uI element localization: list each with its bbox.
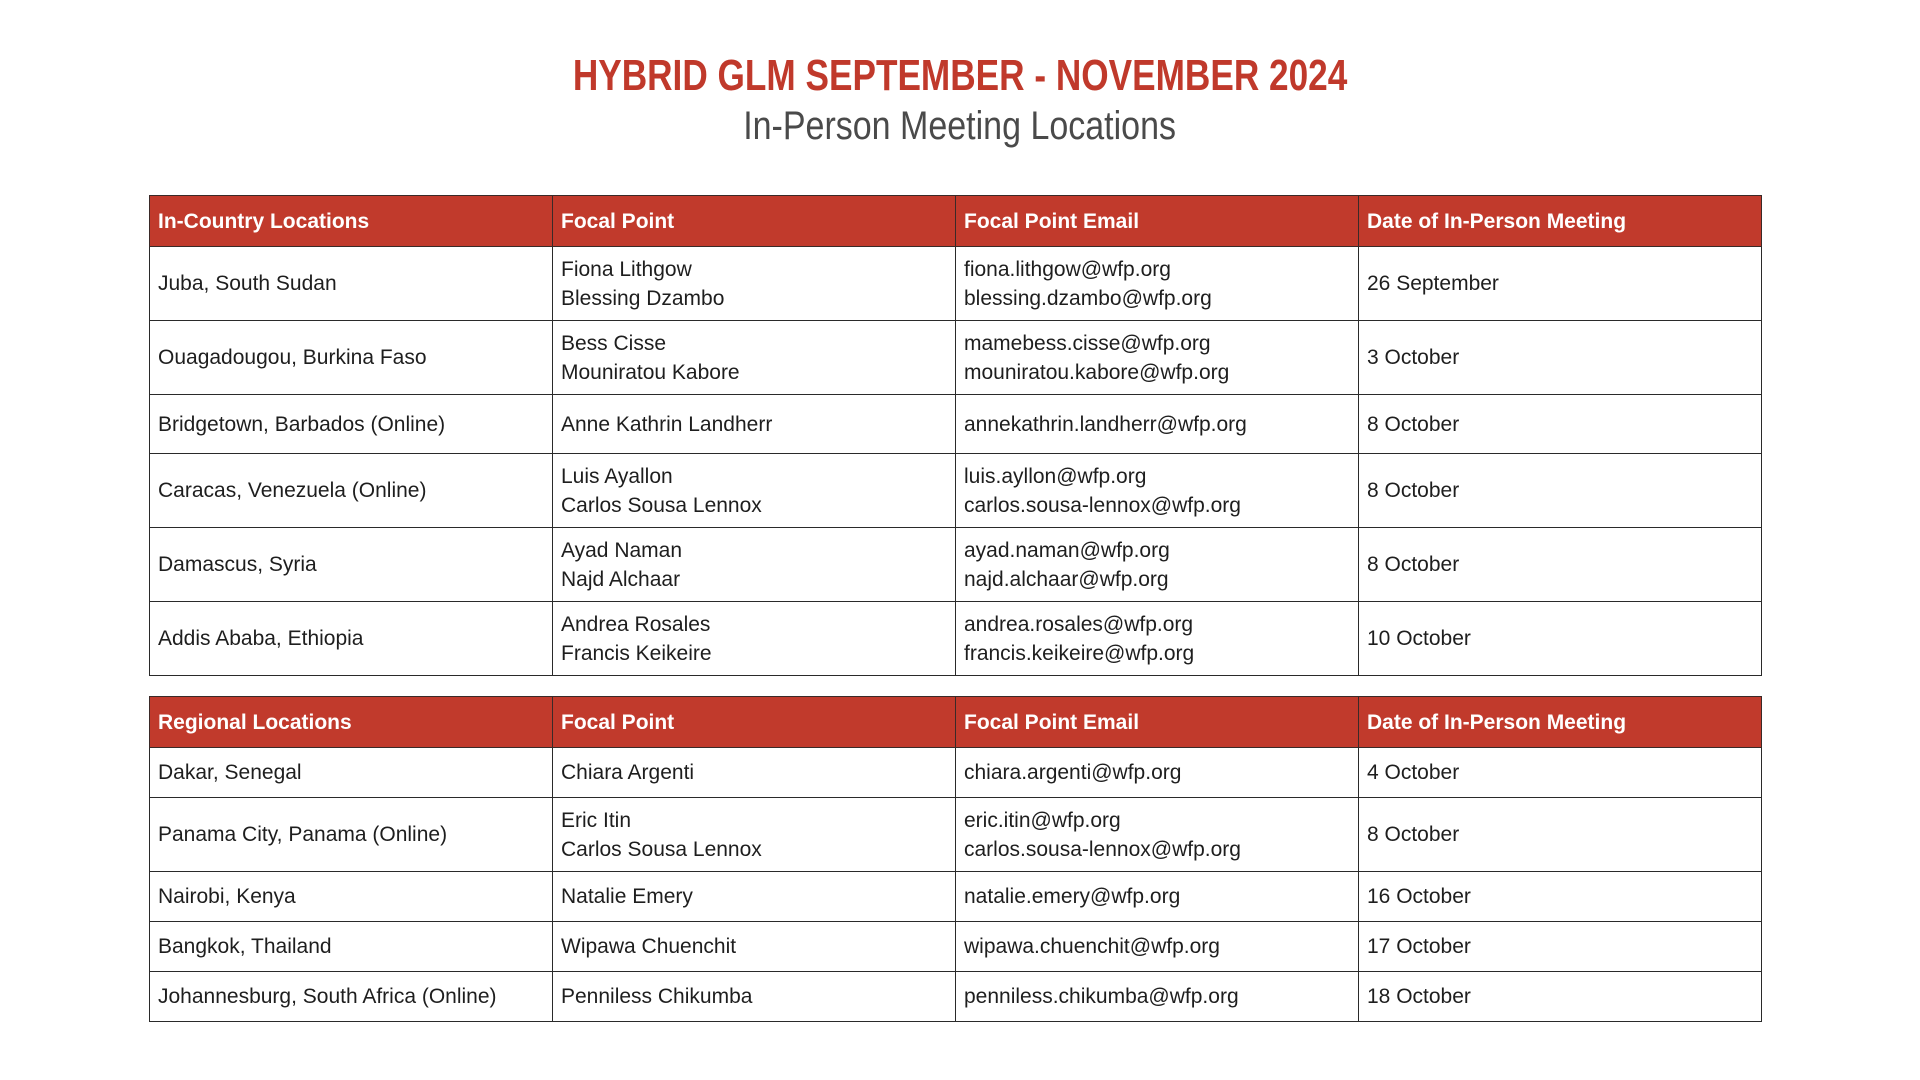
focal-point-name: Eric Itin	[561, 808, 632, 832]
column-header-focal-point: Focal Point	[553, 196, 956, 247]
location-cell: Caracas, Venezuela (Online)	[150, 454, 553, 528]
date-cell: 18 October	[1359, 972, 1762, 1022]
email-cell	[956, 972, 1359, 1022]
email-link[interactable]: mamebess.cisse@wfp.org	[964, 331, 1211, 355]
date-cell: 3 October	[1359, 321, 1762, 395]
date-cell: 4 October	[1359, 748, 1762, 798]
location-cell: Damascus, Syria	[150, 528, 553, 602]
date-cell: 8 October	[1359, 528, 1762, 602]
column-header-date: Date of In-Person Meeting	[1359, 697, 1762, 748]
table-row	[150, 602, 1762, 676]
date-cell: 17 October	[1359, 922, 1762, 972]
table-row	[150, 395, 1762, 454]
email-link[interactable]: francis.keikeire@wfp.org	[964, 641, 1195, 665]
location-cell: Addis Ababa, Ethiopia	[150, 602, 553, 676]
email-link[interactable]: annekathrin.landherr@wfp.org	[964, 412, 1247, 436]
page-title	[0, 48, 1920, 104]
focal-point-cell	[553, 872, 956, 922]
table-row	[150, 922, 1762, 972]
email-cell	[956, 321, 1359, 395]
page-title-text: HYBRID GLM SEPTEMBER - NOVEMBER 2024	[572, 51, 1348, 100]
focal-point-cell	[553, 798, 956, 872]
focal-point-name: Andrea Rosales	[561, 612, 711, 636]
date-cell: 8 October	[1359, 395, 1762, 454]
column-header-focal-point: Focal Point	[553, 697, 956, 748]
email-link[interactable]: blessing.dzambo@wfp.org	[964, 286, 1212, 310]
focal-point-cell	[553, 602, 956, 676]
focal-point-name: Chiara Argenti	[561, 761, 695, 784]
location-cell: Panama City, Panama (Online)	[150, 798, 553, 872]
date-cell: 10 October	[1359, 602, 1762, 676]
email-cell	[956, 395, 1359, 454]
date-cell: 26 September	[1359, 247, 1762, 321]
table-header-row	[150, 196, 1762, 247]
focal-point-cell	[553, 922, 956, 972]
focal-point-cell	[553, 528, 956, 602]
focal-point-cell	[553, 247, 956, 321]
email-link[interactable]: mouniratou.kabore@wfp.org	[964, 360, 1230, 384]
email-cell	[956, 602, 1359, 676]
email-link[interactable]: andrea.rosales@wfp.org	[964, 612, 1194, 636]
email-link[interactable]: carlos.sousa-lennox@wfp.org	[964, 493, 1241, 517]
date-cell: 16 October	[1359, 872, 1762, 922]
table-row	[150, 528, 1762, 602]
location-cell: Bridgetown, Barbados (Online)	[150, 395, 553, 454]
focal-point-name: Mouniratou Kabore	[561, 360, 740, 384]
email-cell	[956, 528, 1359, 602]
focal-point-cell	[553, 972, 956, 1022]
page-subtitle	[0, 100, 1920, 152]
location-cell: Johannesburg, South Africa (Online)	[150, 972, 553, 1022]
column-header-email: Focal Point Email	[956, 196, 1359, 247]
location-cell: Ouagadougou, Burkina Faso	[150, 321, 553, 395]
focal-point-name: Francis Keikeire	[561, 641, 712, 665]
page-subtitle-text: In-Person Meeting Locations	[743, 104, 1177, 148]
table-row	[150, 321, 1762, 395]
column-header-location: Regional Locations	[150, 697, 553, 748]
focal-point-name: Blessing Dzambo	[561, 286, 725, 310]
focal-point-name: Penniless Chikumba	[561, 985, 753, 1008]
email-link[interactable]: najd.alchaar@wfp.org	[964, 567, 1169, 591]
date-cell: 8 October	[1359, 798, 1762, 872]
table-header-row	[150, 697, 1762, 748]
focal-point-name: Fiona Lithgow	[561, 257, 692, 281]
email-link[interactable]: wipawa.chuenchit@wfp.org	[964, 935, 1220, 958]
table-row	[150, 972, 1762, 1022]
table-row	[150, 748, 1762, 798]
regional-locations-table	[149, 696, 1762, 1022]
in-country-locations-table	[149, 195, 1762, 676]
focal-point-name: Natalie Emery	[561, 885, 693, 908]
focal-point-cell	[553, 454, 956, 528]
email-link[interactable]: carlos.sousa-lennox@wfp.org	[964, 837, 1241, 861]
location-cell: Juba, South Sudan	[150, 247, 553, 321]
email-cell	[956, 454, 1359, 528]
table-row	[150, 247, 1762, 321]
email-link[interactable]: chiara.argenti@wfp.org	[964, 761, 1182, 784]
email-link[interactable]: fiona.lithgow@wfp.org	[964, 257, 1171, 281]
email-cell	[956, 922, 1359, 972]
column-header-location: In-Country Locations	[150, 196, 553, 247]
email-cell	[956, 798, 1359, 872]
table-row	[150, 798, 1762, 872]
focal-point-name: Wipawa Chuenchit	[561, 935, 737, 958]
focal-point-cell	[553, 748, 956, 798]
date-cell: 8 October	[1359, 454, 1762, 528]
focal-point-name: Carlos Sousa Lennox	[561, 837, 762, 861]
email-link[interactable]: ayad.naman@wfp.org	[964, 538, 1170, 562]
email-link[interactable]: penniless.chikumba@wfp.org	[964, 985, 1239, 1008]
email-cell	[956, 247, 1359, 321]
focal-point-cell	[553, 321, 956, 395]
location-cell: Nairobi, Kenya	[150, 872, 553, 922]
focal-point-name: Ayad Naman	[561, 538, 683, 562]
focal-point-cell	[553, 395, 956, 454]
focal-point-name: Anne Kathrin Landherr	[561, 412, 773, 436]
email-cell	[956, 872, 1359, 922]
email-link[interactable]: luis.ayllon@wfp.org	[964, 464, 1147, 488]
table-row	[150, 454, 1762, 528]
email-link[interactable]: natalie.emery@wfp.org	[964, 885, 1181, 908]
focal-point-name: Bess Cisse	[561, 331, 667, 355]
location-cell: Bangkok, Thailand	[150, 922, 553, 972]
table-row	[150, 872, 1762, 922]
column-header-date: Date of In-Person Meeting	[1359, 196, 1762, 247]
email-cell	[956, 748, 1359, 798]
location-cell: Dakar, Senegal	[150, 748, 553, 798]
column-header-email: Focal Point Email	[956, 697, 1359, 748]
focal-point-name: Luis Ayallon	[561, 464, 673, 488]
focal-point-name: Najd Alchaar	[561, 567, 681, 591]
email-link[interactable]: eric.itin@wfp.org	[964, 808, 1121, 832]
focal-point-name: Carlos Sousa Lennox	[561, 493, 762, 517]
